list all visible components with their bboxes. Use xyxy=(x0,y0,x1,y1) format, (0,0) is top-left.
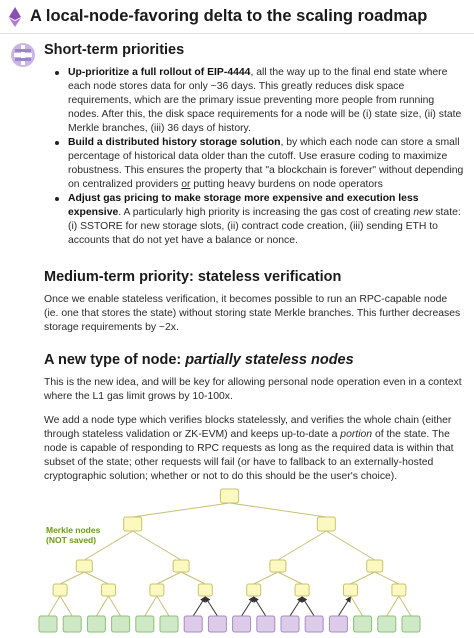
merkle-node xyxy=(150,584,164,596)
short-term-list xyxy=(52,66,468,248)
stored-leaf-node xyxy=(257,616,275,632)
tree-edge xyxy=(351,596,363,616)
tree-edge-arrow xyxy=(242,597,254,616)
tree-edge xyxy=(254,572,278,584)
tree-edge-arrow xyxy=(193,597,205,616)
tree-edge-arrow xyxy=(338,597,350,616)
tree-edge-arrow xyxy=(290,597,302,616)
tree-edge xyxy=(157,572,181,584)
tree-edge-arrow xyxy=(254,597,266,616)
merkle-node xyxy=(221,489,239,503)
tree-edge xyxy=(157,596,169,616)
page-title: A local-node-favoring delta to the scaling roadmap xyxy=(30,7,428,25)
unstored-leaf-node xyxy=(136,616,154,632)
tree-edge xyxy=(133,503,230,517)
unstored-leaf-node xyxy=(87,616,105,632)
merkle-node xyxy=(367,560,383,572)
tree-edge xyxy=(278,531,326,560)
tree-edge xyxy=(375,572,399,584)
para-text: We add a node type which verifies blocks statelessly, and verifies the whole chain (either through stateless validation or ZK-EVM) and keeps up-to-date a xyxy=(44,415,452,440)
item-bold: Up-prioritize a full rollout of EIP-4444 xyxy=(68,67,251,78)
list-item xyxy=(52,192,468,248)
item-emphasis: new xyxy=(413,207,433,218)
item-text: state: (i) SSTORE for new storage slots, (ii) contract code creation, (iii) sending ETH to accounts that do not yet have a balance or nonce. xyxy=(68,207,461,246)
merkle-node xyxy=(247,584,261,596)
tree-edge xyxy=(60,596,72,616)
tree-edge xyxy=(387,596,399,616)
new-node-heading xyxy=(44,352,354,368)
unstored-leaf-node xyxy=(63,616,81,632)
unstored-leaf-node xyxy=(354,616,372,632)
list-item xyxy=(52,136,468,192)
merkle-node xyxy=(392,584,406,596)
item-underlined: or xyxy=(181,179,191,190)
item-text: . A particularly high priority is increasing the gas cost of creating xyxy=(118,207,414,218)
item-text: putting heavy burdens on node operators xyxy=(190,179,383,190)
label-line: (NOT saved) xyxy=(46,535,97,545)
para-text: of the state. The node is capable of responding to RPC requests as long as the required data is within that subset of the state; other requests will fail (or have to fallback to an externally-hosted cryptographic solution; whether or not to do this should be the user's choice). xyxy=(44,429,454,482)
item-bold: Adjust gas pricing to make storage more expensive and execution less expensive xyxy=(68,193,419,218)
tree-edge xyxy=(145,596,157,616)
heading-emphasis: partially stateless nodes xyxy=(185,352,354,368)
tree-edge xyxy=(399,596,411,616)
tree-edge xyxy=(48,596,60,616)
merkle-node xyxy=(124,517,142,531)
tree-edge xyxy=(351,572,375,584)
stored-leaf-node xyxy=(329,616,347,632)
tree-edge xyxy=(96,596,108,616)
stored-leaf-node xyxy=(281,616,299,632)
merkle-node xyxy=(53,584,67,596)
ethereum-logo-icon xyxy=(8,7,22,27)
merkle-node xyxy=(102,584,116,596)
stacked-pillar-icon xyxy=(10,42,36,68)
unstored-leaf-node xyxy=(112,616,130,632)
stored-leaf-node xyxy=(208,616,226,632)
tree-edge xyxy=(230,503,327,517)
merkle-node xyxy=(270,560,286,572)
tree-edge xyxy=(84,531,132,560)
list-item xyxy=(52,66,468,136)
medium-term-body: Once we enable stateless verification, it becomes possible to run an RPC-capable node (ie. one that stores the state) without storing state Merkle branches. This further decreases storage requirements by ~2x. xyxy=(44,294,461,333)
item-bold: Build a distributed history storage solution xyxy=(68,137,281,148)
unstored-leaf-node xyxy=(402,616,420,632)
tree-edge xyxy=(109,596,121,616)
merkle-node xyxy=(173,560,189,572)
tree-edge xyxy=(133,531,181,560)
item-text: , by which each node can store a small percentage of historical data older than the cutoff. Use erasure coding to maximize robustness. This ensures the property that "a blockchain is forever" without depending on centralized providers xyxy=(68,137,464,190)
heading-text: A new type of node: xyxy=(44,352,186,368)
item-text: , all the way up to the final end state where each node stores data for only ~36 days. This greatly reduces disk space requirements, which are the primary issue preventing more people from running nodes. After this, the disk space requirements for a node will be (i) state size, (ii) state Merkle branches, (iii) 36 days of history. xyxy=(68,67,462,134)
unstored-leaf-node xyxy=(378,616,396,632)
tree-edge-arrow xyxy=(205,597,217,616)
stored-leaf-node xyxy=(233,616,251,632)
new-node-description xyxy=(44,414,464,484)
tree-edge xyxy=(326,531,374,560)
merkle-node xyxy=(344,584,358,596)
merkle-node xyxy=(295,584,309,596)
merkle-node xyxy=(76,560,92,572)
page-header xyxy=(0,0,474,34)
stored-leaf-node xyxy=(305,616,323,632)
unstored-leaf-node xyxy=(160,616,178,632)
para-emphasis: portion xyxy=(340,429,373,440)
stored-leaf-node xyxy=(184,616,202,632)
tree-edge xyxy=(181,572,205,584)
tree-edge-arrow xyxy=(302,597,314,616)
merkle-node xyxy=(198,584,212,596)
merkle-node xyxy=(317,517,335,531)
unstored-leaf-node xyxy=(39,616,57,632)
merkle-tree-diagram xyxy=(0,486,474,638)
new-node-intro: This is the new idea, and will be key for allowing personal node operation even in a context where the L1 gas limit grows by 10-100x. xyxy=(44,377,462,402)
tree-edge xyxy=(278,572,302,584)
medium-term-heading: Medium-term priority: stateless verification xyxy=(44,269,342,285)
tree-edge xyxy=(84,572,108,584)
label-line: Merkle nodes xyxy=(46,525,101,535)
tree-edge xyxy=(60,572,84,584)
short-term-heading: Short-term priorities xyxy=(44,42,185,58)
